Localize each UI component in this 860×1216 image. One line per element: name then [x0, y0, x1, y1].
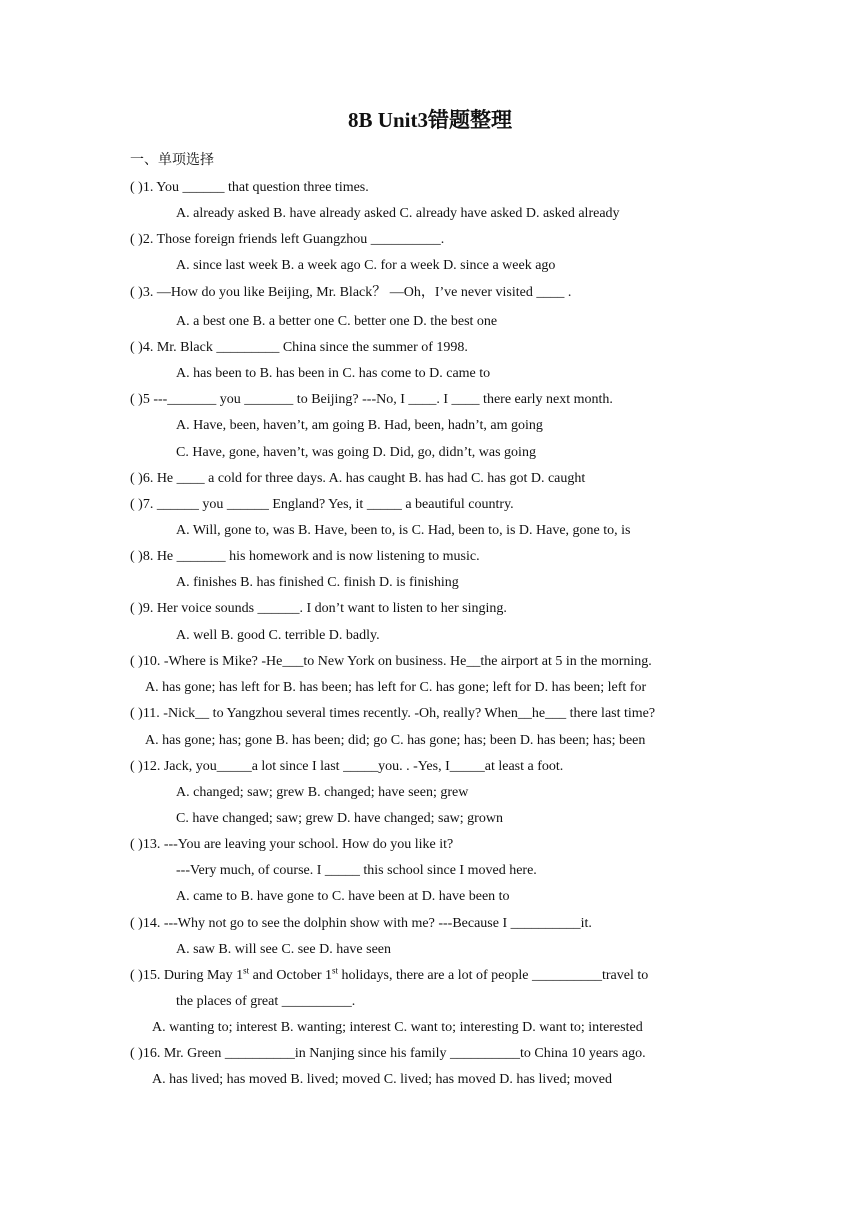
section-heading: 一、单项选择 [130, 152, 214, 168]
options-15: A. wanting to; interest B. wanting; interest C. want to; interesting D. want to; interested [152, 1020, 643, 1035]
options-11: A. has gone; has; gone B. has been; did; go C. has gone; has; been D. has been; has; been [145, 733, 646, 748]
options-7: A. Will, gone to, was B. Have, been to, is C. Had, been to, is D. Have, gone to, is [176, 523, 631, 538]
question-15-cont: the places of great __________. [176, 994, 356, 1009]
options-1: A. already asked B. have already asked C. already have asked D. asked already [176, 206, 620, 221]
page-title: 8B Unit3错题整理 [348, 108, 512, 132]
q15-part-b: and October 1 [249, 968, 332, 983]
options-13: A. came to B. have gone to C. have been at D. have been to [176, 889, 510, 904]
options-9: A. well B. good C. terrible D. badly. [176, 628, 380, 643]
question-16: ( )16. Mr. Green __________in Nanjing since his family __________to China 10 years ago. [130, 1046, 646, 1061]
options-14: A. saw B. will see C. see D. have seen [176, 942, 392, 957]
question-8: ( )8. He _______ his homework and is now listening to music. [130, 549, 480, 564]
question-1: ( )1. You ______ that question three times. [130, 180, 369, 195]
options-16: A. has lived; has moved B. lived; moved C. lived; has moved D. has lived; moved [152, 1072, 612, 1087]
question-4: ( )4. Mr. Black _________ China since the summer of 1998. [130, 340, 468, 355]
question-2: ( )2. Those foreign friends left Guangzhou __________. [130, 232, 445, 247]
question-14: ( )14. ---Why not go to see the dolphin show with me? ---Because I __________it. [130, 916, 592, 931]
question-5: ( )5 ---_______ you _______ to Beijing? ---No, I ____. I ____ there early next month. [130, 392, 613, 407]
options-8: A. finishes B. has finished C. finish D. is finishing [176, 575, 459, 590]
options-12a: A. changed; saw; grew B. changed; have seen; grew [176, 785, 469, 800]
question-10: ( )10. -Where is Mike? -He___to New York on business. He__the airport at 5 in the morning. [130, 654, 652, 669]
q15-sup-1: st [243, 965, 250, 976]
question-13: ( )13. ---You are leaving your school. How do you like it? [130, 837, 454, 852]
options-5b: C. Have, gone, haven’t, was going D. Did, go, didn’t, was going [176, 445, 536, 460]
options-4: A. has been to B. has been in C. has come to D. came to [176, 366, 491, 381]
question-12: ( )12. Jack, you_____a lot since I last _____you. . -Yes, I_____at least a foot. [130, 759, 564, 774]
question-9: ( )9. Her voice sounds ______. I don’t want to listen to her singing. [130, 601, 507, 616]
question-6: ( )6. He ____ a cold for three days. A. has caught B. has had C. has got D. caught [130, 471, 586, 486]
question-7: ( )7. ______ you ______ England? Yes, it _____ a beautiful country. [130, 497, 514, 512]
options-3: A. a best one B. a better one C. better one D. the best one [176, 314, 498, 329]
q15-part-c: holidays, there are a lot of people __________travel to [338, 968, 649, 983]
options-2: A. since last week B. a week ago C. for a week D. since a week ago [176, 258, 556, 273]
options-10: A. has gone; has left for B. has been; has left for C. has gone; left for D. has been; left for [145, 680, 647, 695]
question-11: ( )11. -Nick__ to Yangzhou several times recently. -Oh, really? When__he___ there last time? [130, 706, 656, 721]
question-3: ( )3. —How do you like Beijing, Mr. Black？ —Oh，I’ve never visited ____ . [130, 285, 572, 300]
options-12b: C. have changed; saw; grew D. have changed; saw; grown [176, 811, 503, 826]
q15-part-a: ( )15. During May 1 [130, 968, 244, 983]
question-13-cont: ---Very much, of course. I _____ this school since I moved here. [176, 863, 537, 878]
q15-sup-2: st [331, 965, 338, 976]
options-5a: A. Have, been, haven’t, am going B. Had, been, hadn’t, am going [176, 418, 543, 433]
question-15 [130, 967, 648, 985]
